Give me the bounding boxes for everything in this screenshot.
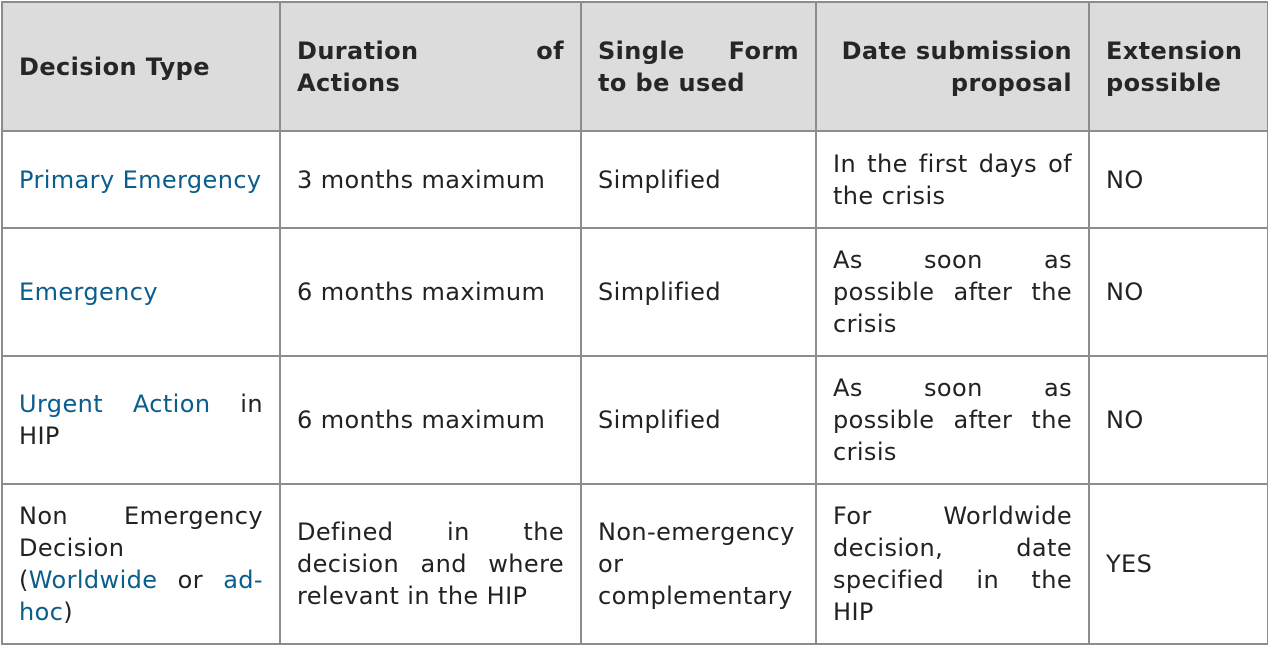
header-single-form: Single Form to be used	[581, 2, 816, 131]
table-header-row	[2, 2, 1268, 131]
urgent-action-link[interactable]: Urgent Action	[19, 390, 211, 418]
header-decision-type: Decision Type	[2, 2, 280, 131]
date-submission-cell: As soon as possible after the crisis	[816, 228, 1089, 356]
date-submission-cell: For Worldwide decision, date specified in the HIP	[816, 484, 1089, 644]
header-date-submission: Date submission proposal	[816, 2, 1089, 131]
table-row	[2, 131, 1268, 228]
extension-cell: NO	[1089, 228, 1268, 356]
duration-cell: 3 months maximum	[280, 131, 581, 228]
decision-type-cell	[2, 484, 280, 644]
extension-cell: NO	[1089, 131, 1268, 228]
worldwide-link[interactable]: Worldwide	[28, 566, 158, 594]
decision-type-cell	[2, 356, 280, 484]
emergency-link[interactable]: Emergency	[19, 278, 158, 306]
form-cell: Simplified	[581, 228, 816, 356]
date-submission-cell: In the first days of the crisis	[816, 131, 1089, 228]
decision-type-cell	[2, 131, 280, 228]
decision-type-text: )	[63, 598, 74, 626]
duration-cell: 6 months maximum	[280, 228, 581, 356]
table-row	[2, 484, 1268, 644]
ad-hoc-link[interactable]: ad-hoc	[19, 566, 263, 626]
form-cell: Non-emergency or complementary	[581, 484, 816, 644]
table-row	[2, 228, 1268, 356]
form-cell: Simplified	[581, 356, 816, 484]
extension-cell: YES	[1089, 484, 1268, 644]
decision-types-table	[1, 1, 1268, 645]
table-row	[2, 356, 1268, 484]
date-submission-cell: As soon as possible after the crisis	[816, 356, 1089, 484]
duration-cell: Defined in the decision and where relevant in the HIP	[280, 484, 581, 644]
form-cell: Simplified	[581, 131, 816, 228]
primary-emergency-link[interactable]: Primary Emergency	[19, 165, 262, 194]
decision-type-text: Non Emergency Decision (	[19, 502, 263, 594]
duration-cell: 6 months maximum	[280, 356, 581, 484]
extension-cell: NO	[1089, 356, 1268, 484]
decision-type-text: or	[157, 566, 224, 594]
decision-type-text: in HIP	[19, 390, 263, 450]
header-duration: Duration of Actions	[280, 2, 581, 131]
header-extension: Extension possible	[1089, 2, 1268, 131]
decision-type-cell	[2, 228, 280, 356]
